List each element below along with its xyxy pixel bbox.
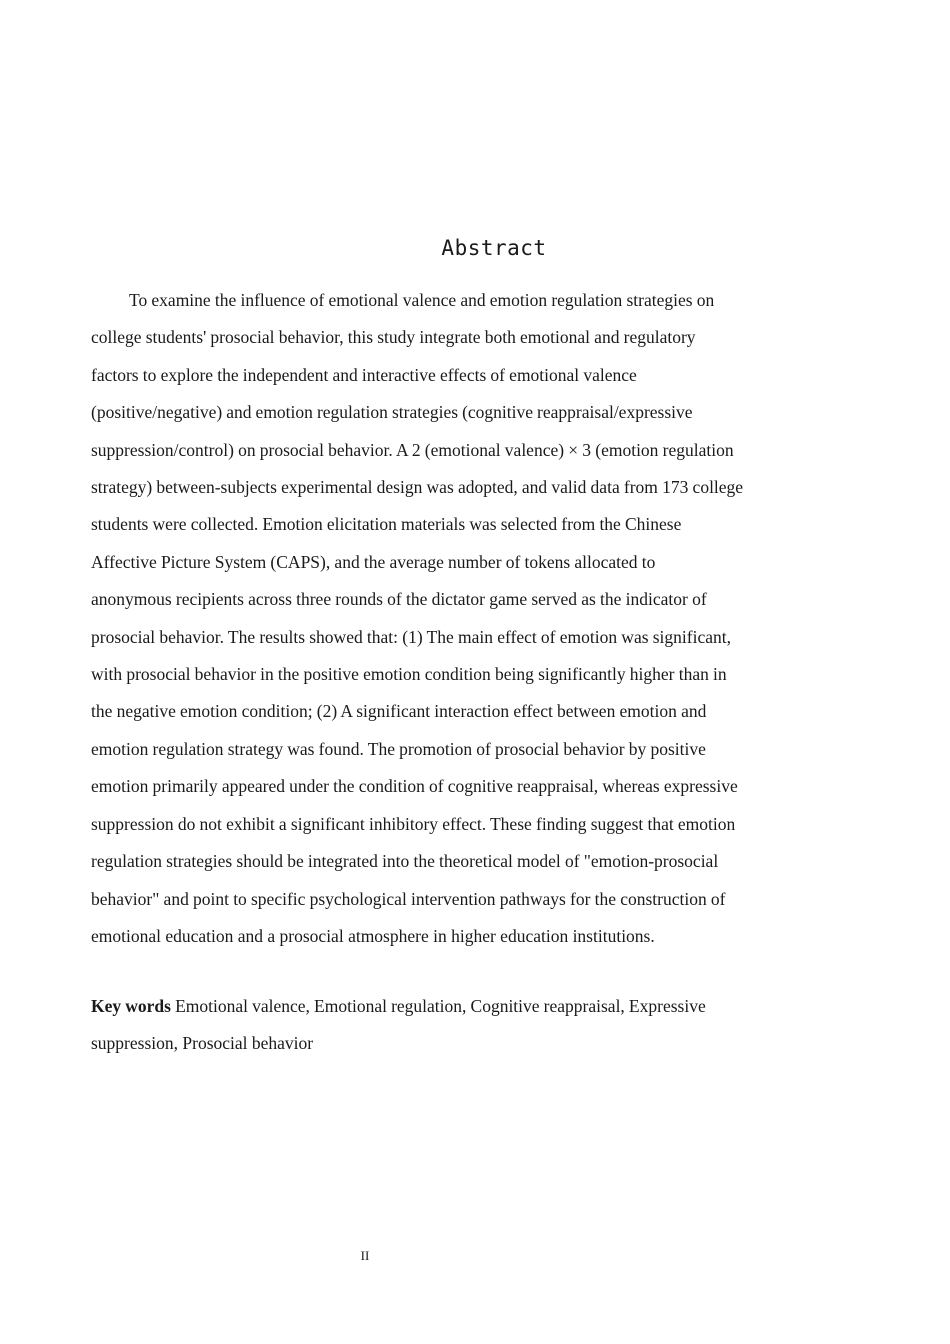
abstract-line: emotion primarily appeared under the condition of cognitive reappraisal, whereas expressive [91,776,738,797]
abstract-body [91,282,861,955]
abstract-line: factors to explore the independent and interactive effects of emotional valence [91,364,637,385]
abstract-line: Affective Picture System (CAPS), and the average number of tokens allocated to [91,551,656,572]
abstract-line: the negative emotion condition; (2) A significant interaction effect between emotion and [91,701,707,722]
keywords-line-1 [91,988,861,1025]
abstract-line: prosocial behavior. The results showed that: (1) The main effect of emotion was significant, [91,626,731,647]
abstract-line: with prosocial behavior in the positive emotion condition being significantly higher than in [91,664,727,685]
keywords-text-1: Emotional valence, Emotional regulation, Cognitive reappraisal, Expressive [175,996,706,1016]
keywords-text-2: suppression, Prosocial behavior [91,1033,314,1054]
abstract-line: suppression do not exhibit a significant inhibitory effect. These finding suggest that emotion [91,813,736,834]
abstract-line: behavior" and point to specific psychological intervention pathways for the construction of [91,888,726,909]
abstract-line: students were collected. Emotion elicitation materials was selected from the Chinese [91,514,682,535]
abstract-line: college students' prosocial behavior, this study integrate both emotional and regulatory [91,327,696,348]
keywords-label: Key words [91,996,171,1016]
abstract-line: strategy) between-subjects experimental design was adopted, and valid data from 173 college [91,477,744,498]
abstract-line: anonymous recipients across three rounds of the dictator game served as the indicator of [91,589,707,610]
abstract-line: emotional education and a prosocial atmosphere in higher education institutions. [91,925,655,946]
abstract-line: (positive/negative) and emotion regulation strategies (cognitive reappraisal/expressive [91,402,693,423]
keywords-section [91,988,861,1063]
abstract-line: emotion regulation strategy was found. The promotion of prosocial behavior by positive [91,738,706,759]
abstract-line: To examine the influence of emotional valence and emotion regulation strategies on [129,290,715,310]
page-number: II [360,1248,370,1263]
abstract-line: suppression/control) on prosocial behavior. A 2 (emotional valence) × 3 (emotion regulation [91,439,734,460]
abstract-line: regulation strategies should be integrated into the theoretical model of "emotion-prosocial [91,851,719,872]
abstract-heading: Abstract [441,236,547,260]
